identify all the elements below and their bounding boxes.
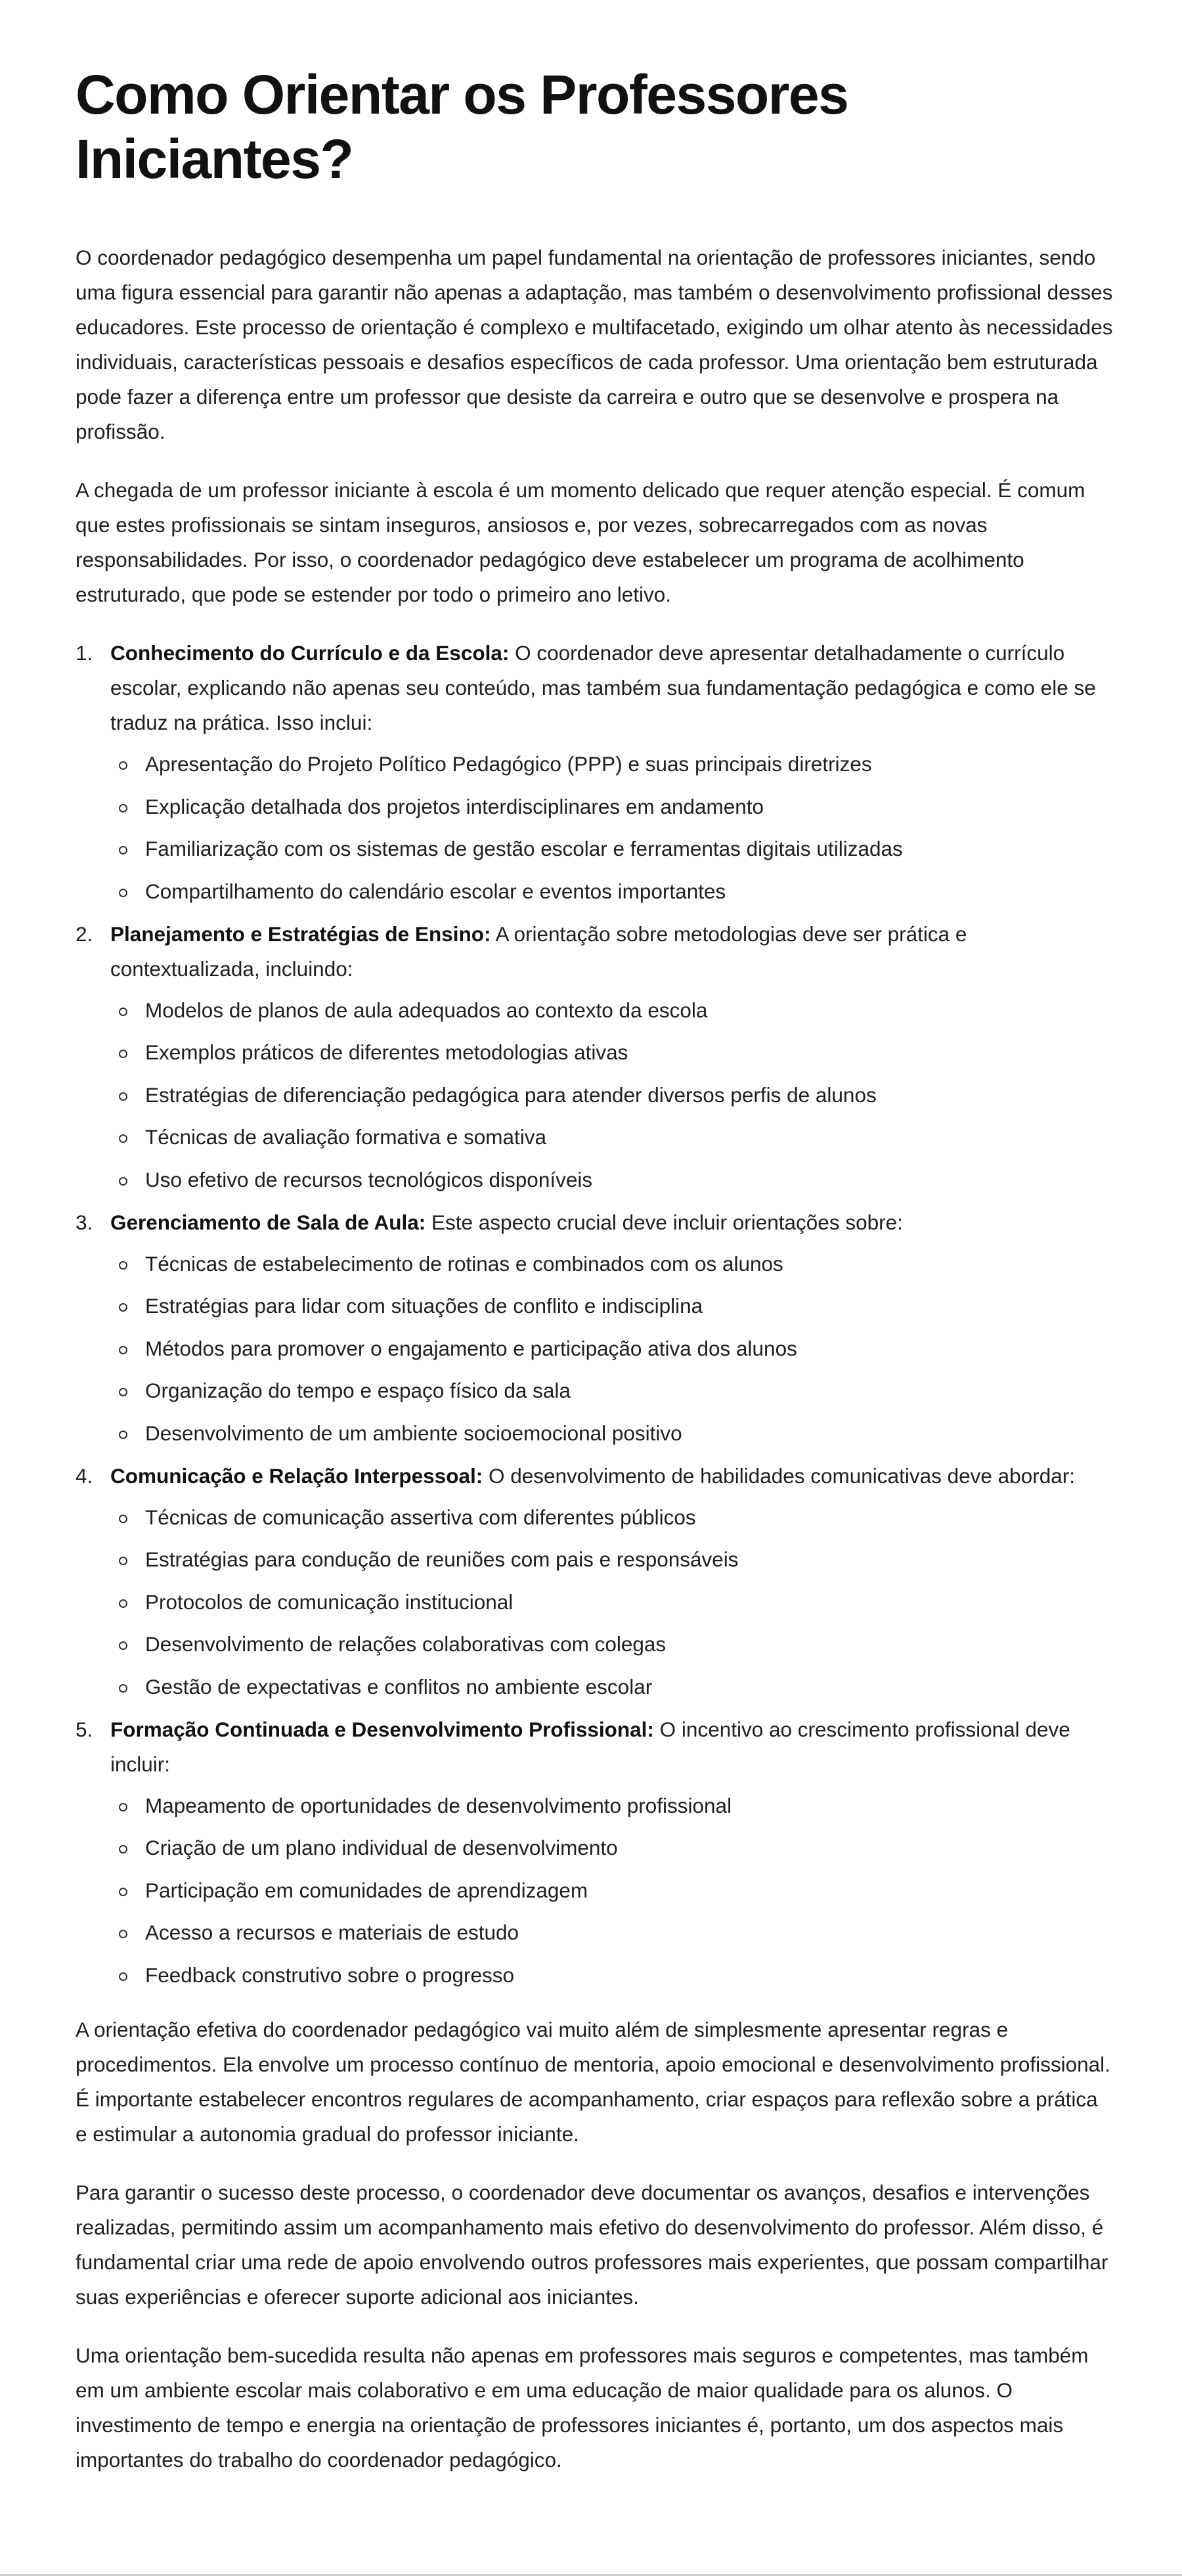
conclusion-paragraph: A orientação efetiva do coordenador pedagógico vai muito além de simplesmente apresentar regras e procedimentos. Ela envolve um processo contínuo de mentoria, apoio emocional e desenvolvimento profissional. É importante estabelecer encontros regulares de acompanhamento, criar espaços para reflexão sobre a prática e estimular a autonomia gradual do professor iniciante. [76, 2017, 1110, 2146]
conclusion-paragraph: Uma orientação bem-sucedida resulta não apenas em professores mais seguros e competentes, mas também em um ambiente escolar mais colaborativo e em uma educação de maior qualidade para os alunos. O investimento de tempo e energia na orientação de professores iniciantes é, portanto, um dos aspectos mais importantes do trabalho do coordenador pedagógico. [76, 2343, 1089, 2472]
section-number: 3. [76, 1210, 93, 1234]
list-item: Familiarização com os sistemas de gestão escolar e ferramentas digitais utilizadas [145, 832, 1113, 866]
list-item: Técnicas de avaliação formativa e somativa [145, 1120, 1113, 1155]
guidance-list [76, 636, 1113, 1993]
conclusion-paragraph: Para garantir o sucesso deste processo, o coordenador deve documentar os avanços, desafios e intervenções realizadas, permitindo assim um acompanhamento mais efetivo do desenvolvimento do professor. Além disso, é fundamental criar uma rede de apoio envolvendo outros professores mais experientes, que possam compartilhar suas experiências e oferecer suporte adicional aos iniciantes. [76, 2180, 1108, 2309]
list-item: Estratégias de diferenciação pedagógica para atender diversos perfis de alunos [145, 1078, 1113, 1113]
section-number: 4. [76, 1463, 93, 1488]
section-text: O incentivo ao crescimento profissional deve incluir: [110, 1717, 1070, 1776]
section-sublist [110, 1500, 1113, 1704]
list-item: Feedback construtivo sobre o progresso [145, 1958, 1113, 1993]
list-item: Modelos de planos de aula adequados ao contexto da escola [145, 993, 1113, 1028]
section-number: 1. [76, 641, 93, 665]
list-item: Acesso a recursos e materiais de estudo [145, 1915, 1113, 1950]
list-item: Participação em comunidades de aprendizagem [145, 1873, 1113, 1908]
section-heading: Comunicação e Relação Interpessoal: [110, 1463, 483, 1488]
intro-paragraph: A chegada de um professor iniciante à escola é um momento delicado que requer atenção especial. É comum que estes profissionais se sintam inseguros, ansiosos e, por vezes, sobrecarregados com as novas responsabilidades. Por isso, o coordenador pedagógico deve estabelecer um programa de acolhimento estruturado, que pode se estender por todo o primeiro ano letivo. [76, 478, 1085, 606]
list-item: Organização do tempo e espaço físico da sala [145, 1373, 1113, 1408]
section-number: 2. [76, 922, 93, 946]
list-item: Exemplos práticos de diferentes metodologias ativas [145, 1035, 1113, 1070]
section-heading: Planejamento e Estratégias de Ensino: [110, 922, 491, 946]
list-item: Explicação detalhada dos projetos interdisciplinares em andamento [145, 789, 1113, 824]
section-item [76, 917, 1113, 1197]
section-item [76, 1205, 1113, 1451]
article [76, 62, 1113, 2501]
list-item: Protocolos de comunicação institucional [145, 1585, 1113, 1620]
section-text: Este aspecto crucial deve incluir orientações sobre: [426, 1210, 903, 1234]
section-heading: Conhecimento do Currículo e da Escola: [110, 641, 510, 665]
section-number: 5. [76, 1717, 93, 1741]
list-item: Apresentação do Projeto Político Pedagógico (PPP) e suas principais diretrizes [145, 747, 1113, 782]
section-item [76, 1712, 1113, 1993]
list-item: Técnicas de comunicação assertiva com diferentes públicos [145, 1500, 1113, 1535]
section-item [76, 636, 1113, 909]
intro-paragraph: O coordenador pedagógico desempenha um papel fundamental na orientação de professores iniciantes, sendo uma figura essencial para garantir não apenas a adaptação, mas também o desenvolvimento profissional desses educadores. Este processo de orientação é complexo e multifacetado, exigindo um olhar atento às necessidades individuais, características pessoais e desafios específicos de cada professor. Uma orientação bem estruturada pode fazer a diferença entre um professor que desiste da carreira e outro que se desenvolve e prospera na profissão. [76, 246, 1113, 443]
section-heading: Gerenciamento de Sala de Aula: [110, 1210, 426, 1234]
section-text: O desenvolvimento de habilidades comunicativas deve abordar: [483, 1463, 1075, 1488]
section-item [76, 1459, 1113, 1704]
list-item: Desenvolvimento de um ambiente socioemocional positivo [145, 1416, 1113, 1451]
list-item: Gestão de expectativas e conflitos no ambiente escolar [145, 1670, 1113, 1704]
list-item: Compartilhamento do calendário escolar e eventos importantes [145, 874, 1113, 909]
list-item: Estratégias para condução de reuniões com pais e responsáveis [145, 1542, 1113, 1577]
list-item: Criação de um plano individual de desenvolvimento [145, 1831, 1113, 1865]
list-item: Mapeamento de oportunidades de desenvolvimento profissional [145, 1788, 1113, 1823]
section-sublist [110, 993, 1113, 1197]
list-item: Estratégias para lidar com situações de conflito e indisciplina [145, 1289, 1113, 1323]
section-text: A orientação sobre metodologias deve ser prática e contextualizada, incluindo: [110, 922, 967, 981]
page-title: Como Orientar os Professores Iniciantes? [76, 64, 848, 190]
section-sublist [110, 747, 1113, 909]
list-item: Técnicas de estabelecimento de rotinas e combinados com os alunos [145, 1247, 1113, 1281]
section-sublist [110, 1788, 1113, 1993]
section-text: O coordenador deve apresentar detalhadamente o currículo escolar, explicando não apenas seu conteúdo, mas também sua fundamentação pedagógica e como ele se traduz na prática. Isso inclui: [110, 641, 1096, 734]
section-sublist [110, 1247, 1113, 1451]
list-item: Uso efetivo de recursos tecnológicos disponíveis [145, 1163, 1113, 1197]
section-heading: Formação Continuada e Desenvolvimento Profissional: [110, 1717, 654, 1741]
list-item: Desenvolvimento de relações colaborativas com colegas [145, 1627, 1113, 1662]
list-item: Métodos para promover o engajamento e participação ativa dos alunos [145, 1331, 1113, 1366]
